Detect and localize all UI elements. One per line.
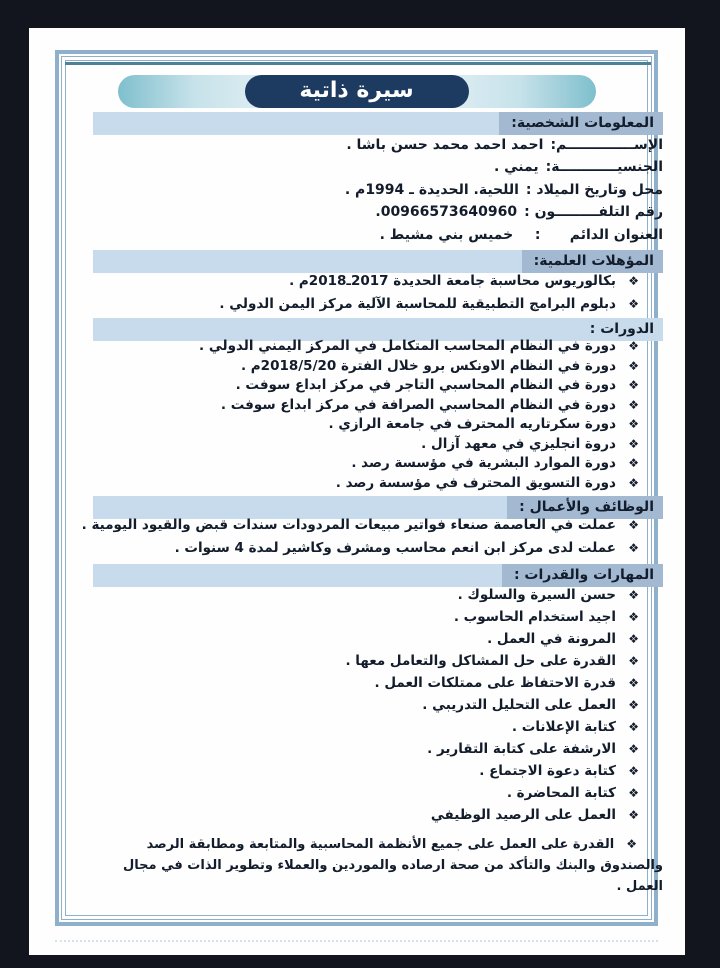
field-row [93, 179, 663, 201]
diamond-bullet-icon: ❖ [628, 297, 639, 311]
list-item [93, 541, 663, 556]
field-label: محل وتاريخ الميلاد : [525, 181, 663, 198]
list-item-text: دورة الموارد البشرية في مؤسسة رصد . [351, 455, 616, 471]
cv-page [29, 28, 685, 955]
field-row [93, 224, 663, 246]
field-value: يمني . [493, 159, 539, 176]
list-item-text: دورة في النظام المحاسبي التاجر في مركز ابداع سوفت . [235, 377, 616, 393]
diamond-bullet-icon: ❖ [628, 632, 639, 646]
list-item [93, 676, 663, 691]
list-item [93, 786, 663, 801]
personal-fields [93, 134, 663, 246]
list-item [93, 720, 663, 735]
diamond-bullet-icon: ❖ [628, 475, 639, 490]
list-item-text: المرونة في العمل . [487, 631, 616, 647]
list-item [93, 398, 663, 412]
list-item-text: دورة في النظام المحاسبي الصرافة في مركز ابداع سوفت . [220, 396, 616, 413]
list-item-text: دورة في النظام الاونكس برو خلال الفترة 2018/5/20م . [240, 357, 616, 374]
diamond-bullet-icon: ❖ [628, 742, 639, 756]
list-item-text: العمل على الرصيد الوظيفي [430, 807, 616, 823]
list-item [93, 456, 663, 470]
cv-content [81, 28, 663, 955]
list-item-text: دورة سكرتاريه المحترف في جامعة الرازي . [328, 416, 616, 432]
list-item-text: دبلوم البرامج التطبيقية للمحاسبة الآلية مركز اليمن الدولي . [219, 296, 616, 312]
field-row [93, 134, 663, 156]
list-item [93, 632, 663, 647]
list-item [81, 517, 663, 533]
diamond-bullet-icon: ❖ [628, 610, 639, 624]
list-item-text: دورة التسويق المحترف في مؤسسة رصد . [335, 474, 616, 491]
list-item [93, 274, 663, 289]
field-label: الإســــــــــــــم: [550, 137, 663, 153]
list-item [93, 437, 663, 451]
list-item-text: دروة انجليزي في معهد آزال . [421, 435, 616, 452]
field-value: اللحية. الحديدة ـ 1994م . [344, 181, 519, 198]
list-item-text: العمل على التحليل التدريبي . [422, 697, 616, 713]
section-header-personal-info [93, 112, 663, 135]
diamond-bullet-icon: ❖ [628, 378, 639, 392]
section-heading-courses: الدورات : [589, 321, 654, 337]
list-item [93, 378, 663, 392]
list-item [93, 339, 663, 353]
diamond-bullet-icon: ❖ [628, 654, 639, 668]
section-heading-skills: المهارات والقدرات : [502, 564, 663, 587]
diamond-bullet-icon: ❖ [628, 518, 639, 532]
courses-list [93, 339, 663, 495]
field-value: 00966573640960. [375, 204, 518, 221]
section-header-qualifications [93, 250, 663, 273]
diamond-bullet-icon: ❖ [628, 808, 639, 822]
diamond-bullet-icon: ❖ [628, 588, 639, 602]
field-value: احمد احمد محمد حسن باشا . [346, 137, 544, 153]
section-heading-qualifications: المؤهلات العلمية: [522, 250, 663, 273]
list-item-text: حسن السيرة والسلوك . [457, 587, 616, 603]
list-item-text: بكالوريوس محاسبة جامعة الحديدة 2017ـ2018م . [289, 273, 616, 289]
list-item-text: الارشفة على كتابة التقارير . [427, 741, 616, 757]
field-row [93, 201, 663, 223]
list-item [93, 588, 663, 603]
diamond-bullet-icon: ❖ [628, 698, 639, 712]
skills-closing-item [93, 834, 663, 897]
field-value: خميس بني مشيط . [379, 226, 528, 243]
list-item [93, 359, 663, 373]
list-item [93, 297, 663, 312]
bottom-dotted-rule [55, 940, 658, 942]
diamond-bullet-icon: ❖ [628, 274, 639, 288]
diamond-bullet-icon: ❖ [628, 786, 639, 800]
diamond-bullet-icon: ❖ [628, 541, 639, 555]
diamond-bullet-icon: ❖ [628, 339, 639, 353]
diamond-bullet-icon: ❖ [628, 764, 639, 778]
list-item [93, 610, 663, 625]
diamond-bullet-icon: ❖ [628, 676, 639, 690]
list-item [93, 764, 663, 779]
qualifications-list [93, 274, 663, 320]
diamond-bullet-icon: ❖ [628, 456, 639, 470]
list-item [93, 808, 663, 823]
list-item [93, 417, 663, 431]
list-item-text: القدرة على حل المشاكل والتعامل معها . [345, 653, 616, 669]
list-item-text: كتابة الإعلانات . [511, 719, 616, 735]
section-heading-personal-info: المعلومات الشخصية: [499, 112, 663, 135]
list-item-text: كتابة دعوة الاجتماع . [479, 763, 616, 779]
diamond-bullet-icon: ❖ [626, 837, 637, 851]
list-item-text: عملت في العاصمة صنعاء فواتير مبيعات المردودات سندات قبض والقيود اليومية . [81, 517, 616, 533]
list-item-text: قدرة الاحتفاظ على ممتلكات العمل . [374, 675, 616, 691]
list-item [93, 742, 663, 757]
field-label: رقم التلفـــــــــون : [524, 204, 663, 221]
section-header-jobs [93, 496, 663, 519]
diamond-bullet-icon: ❖ [628, 358, 639, 373]
diamond-bullet-icon: ❖ [628, 397, 639, 412]
diamond-bullet-icon: ❖ [628, 417, 639, 431]
list-item-text: كتابة المحاضرة . [506, 785, 616, 801]
list-item-text: عملت لدى مركز ابن انعم محاسب ومشرف وكاشير لمدة 4 سنوات . [174, 540, 616, 556]
closing-item-text: القدرة على العمل على جميع الأنظمة المحاسبية والمتابعة ومطابقة الرصد والصندوق والبنك والتأكد من صحة ارصاده والموردين والعملاء وتطوير الذات في مجال العمل . [123, 837, 663, 894]
diamond-bullet-icon: ❖ [628, 436, 639, 451]
jobs-list [81, 517, 663, 564]
field-label: العنوان الدائم : [534, 226, 663, 243]
list-item [93, 654, 663, 669]
skills-list [93, 588, 663, 830]
list-item [93, 698, 663, 713]
list-item [93, 476, 663, 490]
field-row [93, 156, 663, 178]
section-header-skills [93, 564, 663, 587]
list-item-text: دورة في النظام المحاسب المتكامل في المركز اليمني الدولي . [199, 338, 616, 354]
page-title: سيرة ذاتية [245, 75, 469, 108]
diamond-bullet-icon: ❖ [628, 720, 639, 734]
section-heading-jobs: الوظائف والأعمال : [507, 496, 663, 519]
field-label: الجنسيــــــــــــة: [545, 159, 663, 176]
list-item-text: اجيد استخدام الحاسوب . [453, 609, 616, 625]
